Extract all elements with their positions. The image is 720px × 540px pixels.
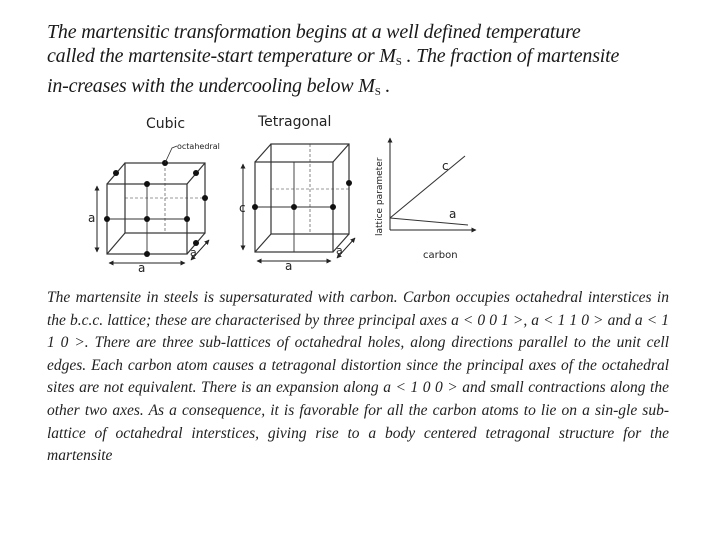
graph-x-label: carbon: [423, 250, 458, 261]
tetragonal-octahedral-sites: [252, 180, 352, 210]
intro-line-1: The martensitic transformation begins at a well defined temperature: [47, 21, 581, 43]
a-line-label: a: [449, 207, 457, 221]
tetragonal-cell: [255, 114, 349, 252]
intro-line-2-text: called the martensite-start temperature or: [47, 45, 380, 67]
tetragonal-height-label: c: [239, 201, 246, 215]
octahedral-label: octahedral: [177, 142, 220, 151]
ms-symbol-main: M: [379, 45, 396, 67]
tetragonal-title: Tetragonal: [258, 114, 332, 130]
intro-line-3: [47, 74, 687, 104]
intro-paragraph: [47, 20, 687, 104]
intro-line-2-rest: . The fraction of martensite: [401, 45, 620, 67]
cubic-depth-label: a: [190, 246, 197, 259]
ms-symbol-sub: S: [395, 56, 402, 68]
ms-symbol-sub: S: [374, 86, 381, 98]
ms-symbol-main: M: [358, 75, 375, 97]
cubic-height-label: a: [88, 211, 96, 225]
intro-line-2: [47, 44, 687, 74]
ms-symbol: [379, 45, 401, 67]
intro-line-3-text: in-creases with the undercooling below: [47, 75, 359, 97]
tetragonal-width-label: a: [285, 259, 293, 273]
body-paragraph: The martensite in steels is supersaturated with carbon. Carbon occupies octahedral interstices in the b.c.c. lattice; these are characterised by three principal axes a < 0 0 1 >, a < 1 1 0 > and a < 1 1 0 >. There are three sub-lattices of octahedral holes, along directions parallel to the unit cell edges. Each carbon atom causes a tetragonal distortion since the principal axes of the octahedral sites are not equivalent. There is an expansion along a < 1 0 0 > and small contractions along the other two axes. As a consequence, it is favorable for all the carbon atoms to lie on a sin-gle sub-lattice of octahedral interstices, giving rise to a body centered tetragonal structure for the martensite: [47, 289, 669, 465]
cubic-title: Cubic: [146, 116, 186, 132]
lattice-parameter-graph: [375, 138, 476, 261]
cubic-cell: [107, 116, 205, 254]
c-line-label: c: [442, 159, 449, 173]
ms-symbol: [358, 75, 380, 97]
tetragonal-depth-label: a: [336, 244, 343, 257]
lattice-figure: [80, 108, 480, 280]
cubic-octahedral-sites: [104, 160, 208, 257]
lattice-figure-svg: [80, 108, 480, 280]
intro-line-3-rest: .: [380, 75, 391, 97]
graph-y-label: lattice parameter: [375, 157, 385, 236]
cubic-width-label: a: [138, 261, 146, 275]
